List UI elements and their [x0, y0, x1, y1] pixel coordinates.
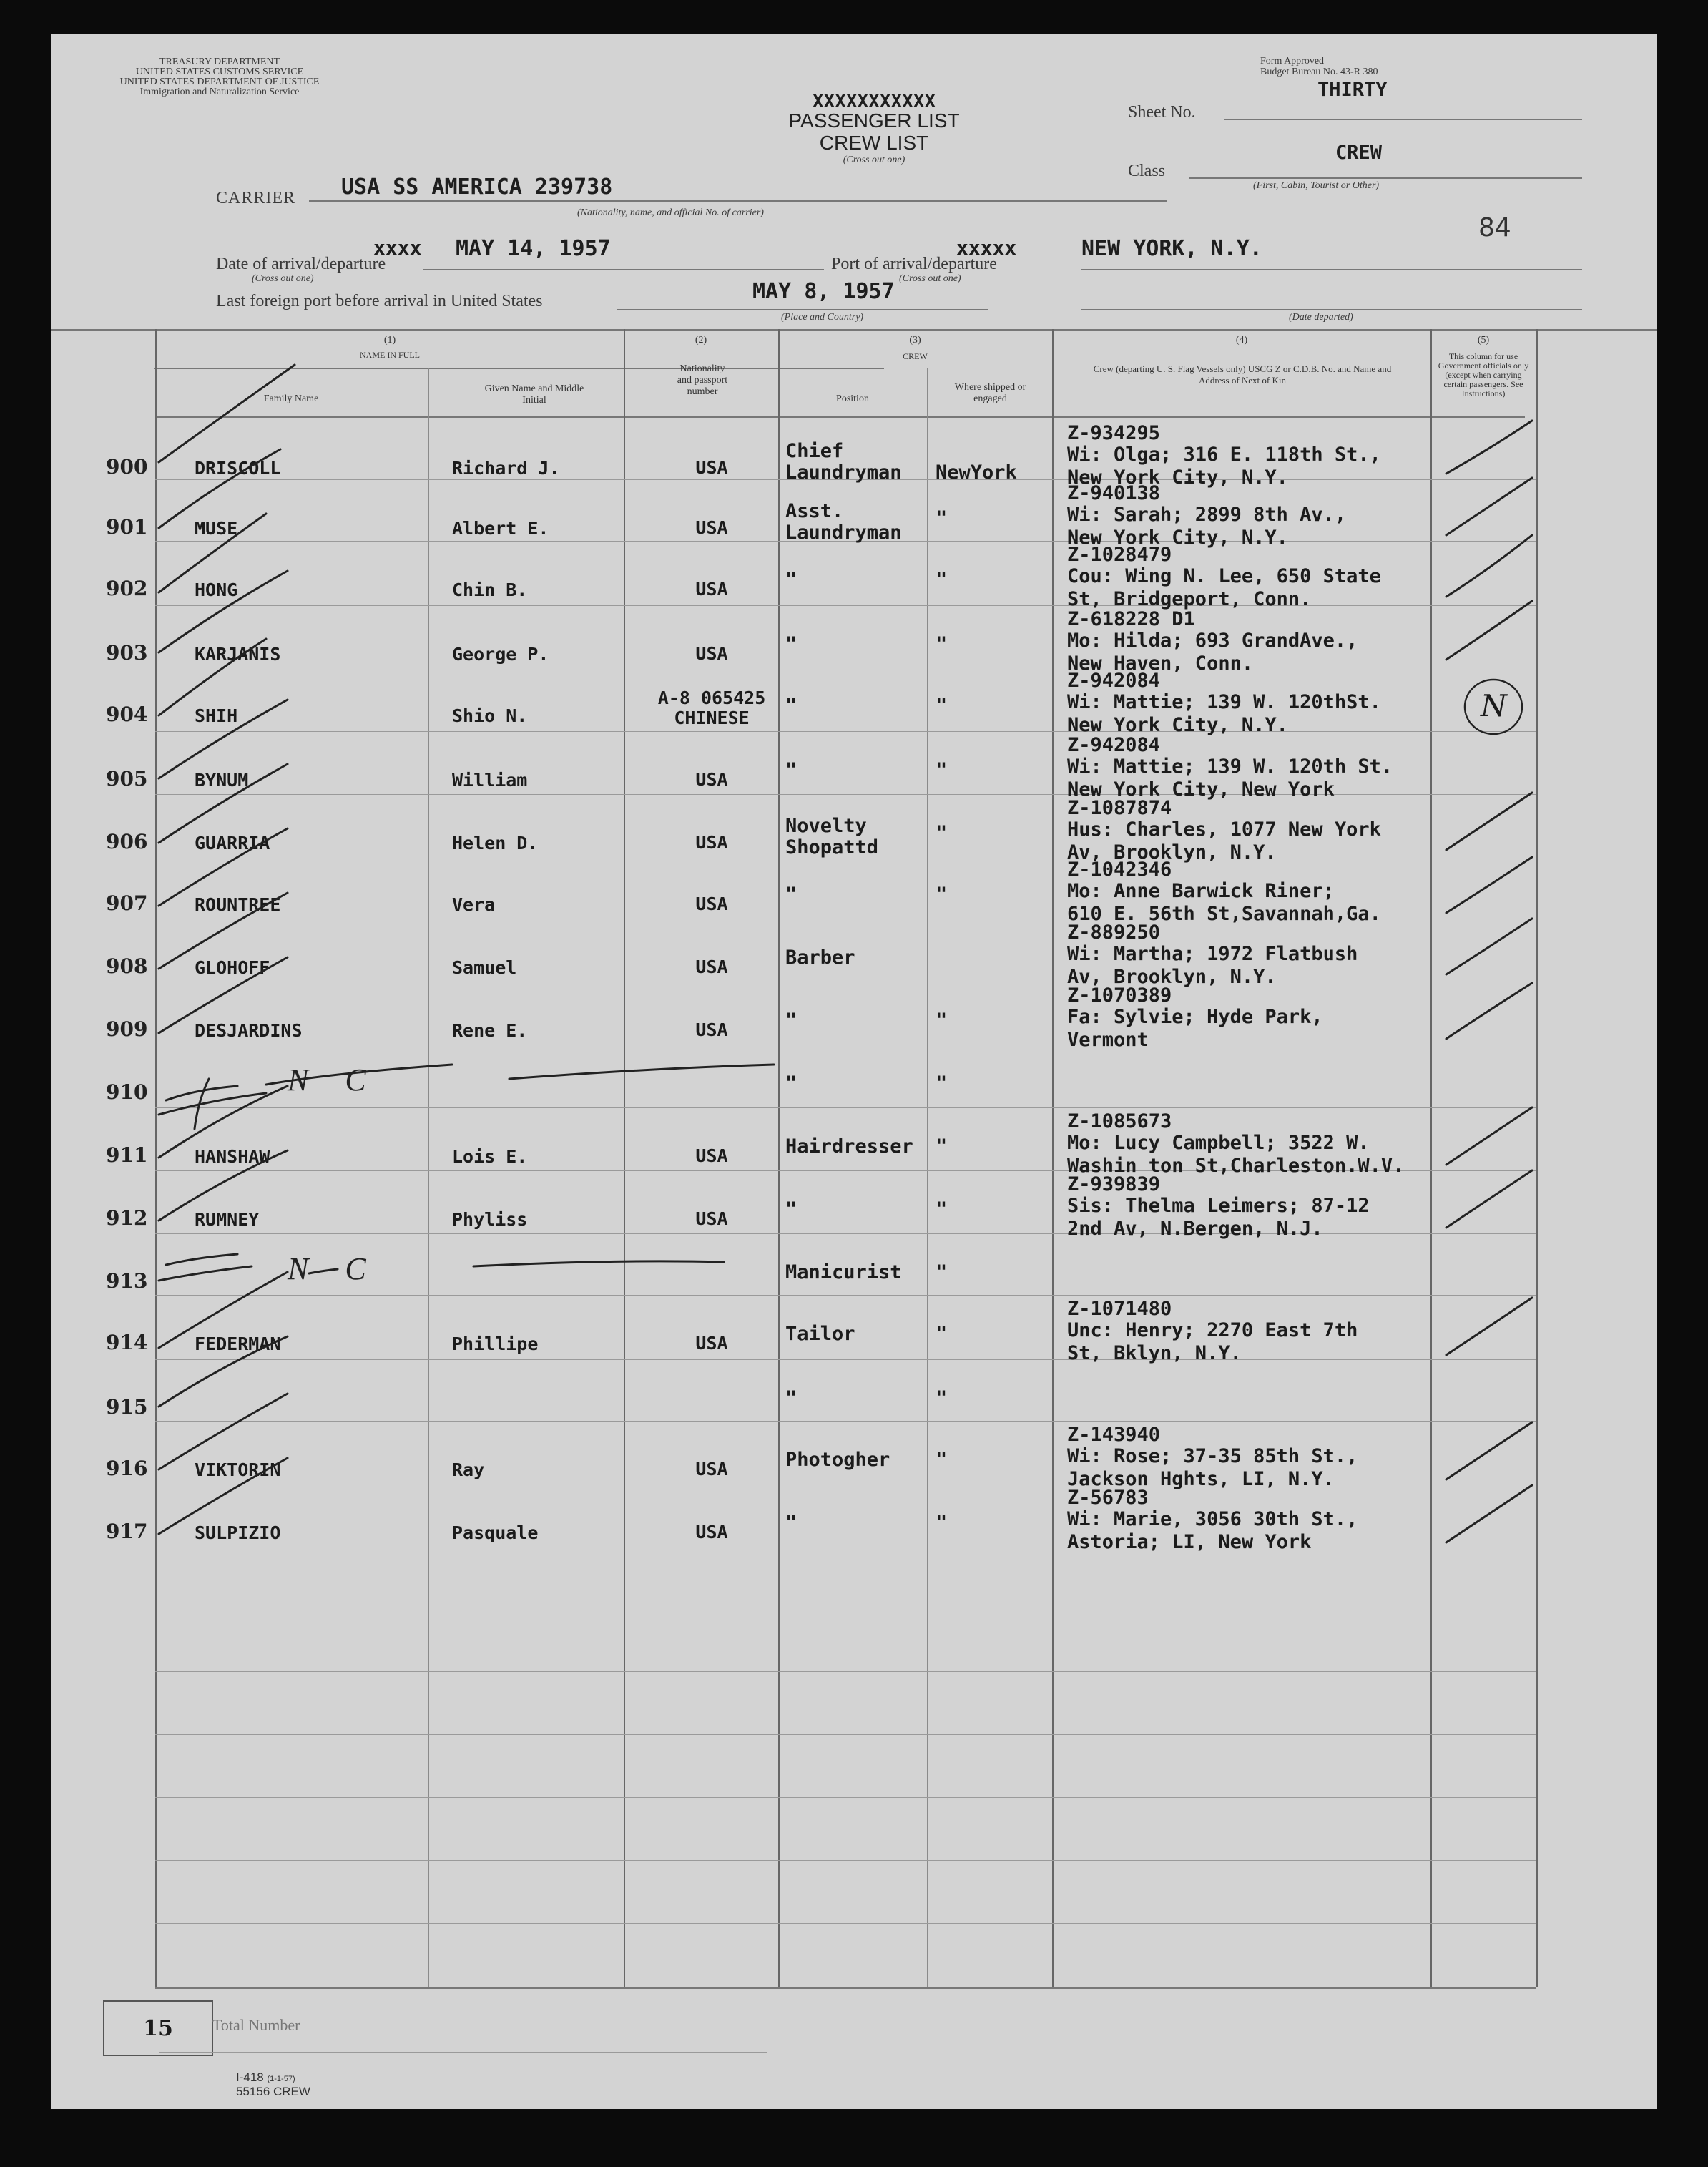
given-name: William: [452, 770, 528, 791]
col3-title: CREW: [903, 351, 928, 361]
next-of-kin: Wi: Marie, 3056 30th St., Astoria; LI, New York: [1067, 1508, 1358, 1553]
next-of-kin: Mo: Anne Barwick Riner; 610 E. 56th St,Savannah,Ga.: [1067, 880, 1381, 925]
col2-number: (2): [695, 335, 707, 346]
where-shipped: ": [936, 1135, 948, 1158]
row-number: 901: [106, 515, 148, 539]
z-number: Z-1085673: [1067, 1110, 1172, 1133]
carrier-label: CARRIER: [216, 189, 296, 207]
nationality: USA: [695, 1522, 728, 1542]
where-shipped: ": [936, 884, 948, 906]
where-shipped: ": [936, 569, 948, 591]
agency-line: TREASURY DEPARTMENT: [159, 57, 280, 67]
col-family-header: Family Name: [263, 393, 319, 404]
handwritten-marks: [51, 34, 1657, 2109]
nationality: USA: [695, 1145, 728, 1166]
where-shipped: ": [936, 1009, 948, 1032]
port-strikeout: xxxxx: [956, 236, 1017, 260]
position: ": [785, 633, 797, 655]
col5-header: This column for use Government officials only (except when carrying certain passengers. See Instructions): [1438, 351, 1529, 398]
z-number: Z-1070389: [1067, 984, 1172, 1007]
row-number: 903: [106, 641, 148, 665]
col4-header: Crew (departing U. S. Flag Vessels only) USCG Z or C.D.B. No. and Name and Address of Next of Kin: [1093, 363, 1392, 386]
family-name: HONG: [195, 579, 238, 600]
nationality: USA: [695, 643, 728, 664]
col5-number: (5): [1477, 335, 1490, 346]
z-number: Z-1087874: [1067, 797, 1172, 819]
family-name: RUMNEY: [195, 1209, 260, 1230]
family-name: FEDERMAN: [195, 1334, 281, 1354]
class-note: (First, Cabin, Tourist or Other): [1253, 180, 1380, 191]
row-number: 904: [106, 703, 148, 726]
where-shipped: NewYork: [936, 461, 1017, 484]
family-name: DRISCOLL: [195, 458, 281, 479]
date-departed-note: (Date departed): [1289, 312, 1353, 323]
family-name: SULPIZIO: [195, 1522, 281, 1543]
nc-note: N C: [288, 1251, 381, 1286]
position: ": [785, 1512, 797, 1534]
agency-line: UNITED STATES CUSTOMS SERVICE: [135, 67, 304, 77]
row-number: 908: [106, 954, 148, 978]
z-number: Z-942084: [1067, 734, 1161, 756]
position: Barber: [785, 946, 855, 969]
given-name: Richard J.: [452, 458, 560, 479]
position: ": [785, 695, 797, 717]
nationality: USA: [695, 1459, 728, 1479]
row-number: 907: [106, 891, 148, 915]
nationality: USA: [695, 579, 728, 600]
position: Asst. Laundryman: [785, 500, 902, 544]
z-number: Z-618228 D1: [1067, 608, 1195, 630]
next-of-kin: Fa: Sylvie; Hyde Park, Vermont: [1067, 1006, 1323, 1051]
z-number: Z-56783: [1067, 1487, 1149, 1509]
date-note: (Cross out one): [252, 273, 314, 284]
title-crew: CREW LIST: [819, 132, 929, 154]
next-of-kin: Hus: Charles, 1077 New York Av, Brooklyn, N.Y.: [1067, 818, 1381, 864]
approval-line: Budget Bureau No. 43-R 380: [1260, 67, 1378, 77]
family-name: VIKTORIN: [195, 1459, 281, 1480]
date-label: Date of arrival/departure: [216, 255, 386, 273]
row-number: 911: [106, 1143, 148, 1167]
position: ": [785, 1009, 797, 1032]
handwritten-n-mark: N: [1481, 688, 1507, 723]
given-name: Phillipe: [452, 1334, 539, 1354]
date-value: MAY 14, 1957: [456, 236, 611, 261]
given-name: Pasquale: [452, 1522, 539, 1543]
document-sheet: [51, 34, 1657, 2109]
row-number: 912: [106, 1206, 148, 1230]
position: Novelty Shopattd: [785, 815, 879, 859]
given-name: George P.: [452, 644, 549, 665]
total-box: [103, 2000, 213, 2056]
where-shipped: ": [936, 695, 948, 717]
next-of-kin: Wi: Olga; 316 E. 118th St., New York City, N.Y.: [1067, 444, 1381, 489]
col-given-header: Given Name and Middle Initial: [484, 383, 584, 406]
title-strikeout: XXXXXXXXXXX: [812, 91, 936, 112]
given-name: Samuel: [452, 957, 517, 978]
date-strikeout: xxxx: [373, 236, 422, 260]
family-name: GLOHOFF: [195, 957, 270, 978]
position: Chief Laundryman: [785, 440, 902, 484]
position: ": [785, 759, 797, 781]
z-number: Z-939839: [1067, 1173, 1161, 1195]
col-nationality-header: Nationality and passport number: [677, 363, 728, 397]
agency-line: UNITED STATES DEPARTMENT OF JUSTICE: [119, 77, 320, 87]
z-number: Z-940138: [1067, 482, 1161, 504]
agency-line: Immigration and Naturalization Service: [139, 87, 300, 97]
family-name: DESJARDINS: [195, 1020, 303, 1041]
family-name: ROUNTREE: [195, 894, 281, 915]
given-name: Albert E.: [452, 518, 549, 539]
where-shipped: ": [936, 1323, 948, 1345]
class-label: Class: [1128, 162, 1166, 180]
family-name: HANSHAW: [195, 1146, 270, 1167]
family-name: SHIH: [195, 705, 238, 726]
form-date: (1-1-57): [267, 2075, 295, 2083]
next-of-kin: Wi: Sarah; 2899 8th Av., New York City, N.Y.: [1067, 504, 1347, 549]
row-number: 910: [106, 1080, 148, 1104]
z-number: Z-1028479: [1067, 544, 1172, 566]
position: ": [785, 1198, 797, 1221]
next-of-kin: Mo: Lucy Campbell; 3522 W. Washin ton St,Charleston.W.V.: [1067, 1132, 1405, 1177]
next-of-kin: Mo: Hilda; 693 GrandAve., New Haven, Conn.: [1067, 630, 1358, 675]
sheet-value: THIRTY: [1317, 79, 1388, 101]
approval-line: Form Approved: [1260, 56, 1325, 67]
where-shipped: ": [936, 1512, 948, 1534]
position: Manicurist: [785, 1261, 902, 1283]
z-number: Z-942084: [1067, 670, 1161, 692]
given-name: Rene E.: [452, 1020, 528, 1041]
total-label: Total Number: [212, 2016, 300, 2034]
row-number: 902: [106, 577, 148, 600]
nationality: USA: [695, 894, 728, 914]
family-name: BYNUM: [195, 770, 249, 791]
row-number: 916: [106, 1457, 148, 1480]
col4-number: (4): [1235, 335, 1248, 346]
carrier-note: (Nationality, name, and official No. of carrier): [577, 207, 764, 218]
row-number: 909: [106, 1017, 148, 1041]
position: ": [785, 884, 797, 906]
z-number: Z-143940: [1067, 1424, 1161, 1446]
nationality: USA: [695, 1208, 728, 1229]
next-of-kin: Cou: Wing N. Lee, 650 State St, Bridgeport, Conn.: [1067, 565, 1381, 610]
given-name: Vera: [452, 894, 496, 915]
port-value: NEW YORK, N.Y.: [1081, 236, 1262, 261]
col1-number: (1): [383, 335, 396, 346]
next-of-kin: Unc: Henry; 2270 East 7th St, Bklyn, N.Y.: [1067, 1319, 1358, 1364]
row-number: 915: [106, 1395, 148, 1419]
given-name: Ray: [452, 1459, 485, 1480]
sheet-label: Sheet No.: [1128, 103, 1196, 122]
where-shipped: ": [936, 1261, 948, 1283]
row-number: 917: [106, 1520, 148, 1543]
nationality: USA: [695, 517, 728, 538]
where-shipped: ": [936, 1072, 948, 1095]
where-shipped: ": [936, 633, 948, 655]
next-of-kin: Sis: Thelma Leimers; 87-12 2nd Av, N.Bergen, N.J.: [1067, 1195, 1370, 1240]
next-of-kin: Wi: Martha; 1972 Flatbush Av, Brooklyn, N.Y.: [1067, 943, 1358, 988]
where-shipped: ": [936, 507, 948, 529]
next-of-kin: Wi: Mattie; 139 W. 120th St. New York City, New York: [1067, 755, 1393, 801]
class-value: CREW: [1335, 142, 1383, 164]
z-number: Z-1071480: [1067, 1298, 1172, 1320]
title-note: (Cross out one): [843, 155, 905, 165]
col1-title: NAME IN FULL: [360, 350, 420, 360]
carrier-value: USA SS AMERICA 239738: [341, 175, 613, 200]
port-note: (Cross out one): [899, 273, 961, 284]
row-number: 913: [106, 1269, 148, 1293]
given-name: Chin B.: [452, 579, 528, 600]
where-shipped: ": [936, 759, 948, 781]
next-of-kin: Wi: Mattie; 139 W. 120thSt. New York City, N.Y.: [1067, 691, 1381, 736]
row-number: 900: [106, 455, 148, 479]
z-number: Z-889250: [1067, 921, 1161, 944]
family-name: MUSE: [195, 518, 238, 539]
where-shipped: ": [936, 822, 948, 844]
given-name: Shio N.: [452, 705, 528, 726]
row-number: 906: [106, 830, 148, 853]
given-name: Phyliss: [452, 1209, 528, 1230]
title-passenger: PASSENGER LIST: [788, 109, 960, 132]
nationality: USA: [695, 457, 728, 478]
given-name: Helen D.: [452, 833, 539, 853]
position: ": [785, 1387, 797, 1409]
position: Hairdresser: [785, 1135, 913, 1158]
col-shipped-header: Where shipped or engaged: [954, 382, 1026, 404]
family-name: KARJANIS: [195, 644, 281, 665]
nc-note: N C: [288, 1062, 381, 1097]
family-name: GUARRIA: [195, 833, 270, 853]
nationality: A-8 065425 CHINESE: [657, 688, 766, 728]
nationality: USA: [695, 1333, 728, 1354]
stamp-number: 84: [1478, 213, 1511, 243]
last-port-value: MAY 8, 1957: [752, 279, 895, 304]
position: Tailor: [785, 1323, 855, 1345]
port-label: Port of arrival/departure: [831, 255, 997, 273]
where-shipped: ": [936, 1449, 948, 1471]
nationality: USA: [695, 957, 728, 977]
place-note: (Place and Country): [781, 312, 864, 323]
col-position-header: Position: [836, 393, 869, 404]
last-port-label: Last foreign port before arrival in United States: [216, 292, 543, 310]
z-number: Z-934295: [1067, 422, 1161, 444]
total-value: 15: [143, 2015, 173, 2041]
row-number: 905: [106, 767, 148, 791]
form-code-text: I-418: [236, 2070, 264, 2084]
nationality: USA: [695, 832, 728, 853]
z-number: Z-1042346: [1067, 859, 1172, 881]
position: ": [785, 1072, 797, 1095]
next-of-kin: Wi: Rose; 37-35 85th St., Jackson Hghts, LI, N.Y.: [1067, 1445, 1358, 1490]
nationality: USA: [695, 769, 728, 790]
col3-number: (3): [909, 335, 921, 346]
form-code: [236, 2070, 295, 2085]
position: Photogher: [785, 1449, 890, 1471]
given-name: Lois E.: [452, 1146, 528, 1167]
where-shipped: ": [936, 1387, 948, 1409]
nationality: USA: [695, 1019, 728, 1040]
print-code: 55156 CREW: [236, 2085, 310, 2098]
where-shipped: ": [936, 1198, 948, 1221]
row-number: 914: [106, 1331, 148, 1354]
position: ": [785, 569, 797, 591]
